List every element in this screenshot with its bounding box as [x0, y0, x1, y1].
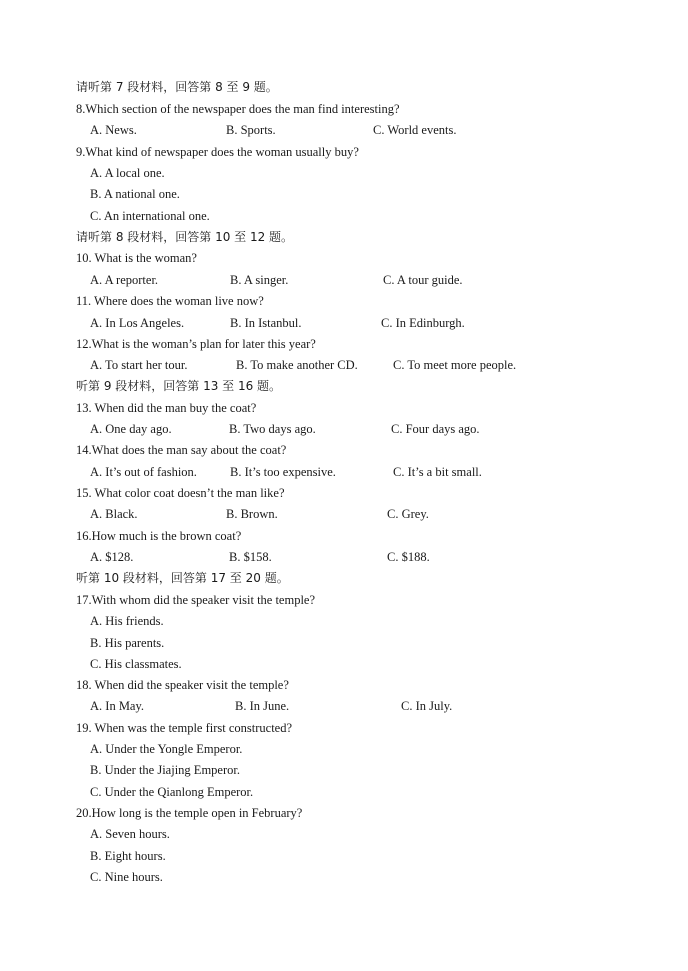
question-text: 10. What is the woman?	[76, 251, 197, 265]
answer-option: B. Under the Jiajing Emperor.	[90, 763, 240, 777]
question-text: 9.What kind of newspaper does the woman usually buy?	[76, 145, 359, 159]
question-text: 20.How long is the temple open in February?	[76, 806, 303, 820]
answer-option: A. In Los Angeles.	[90, 316, 185, 330]
option-row	[0, 697, 688, 715]
question-text: 14.What does the man say about the coat?	[76, 443, 287, 457]
question-text: 16.How much is the brown coat?	[76, 529, 242, 543]
answer-option: C. Under the Qianlong Emperor.	[90, 785, 254, 799]
answer-option: C. In Edinburgh.	[381, 316, 465, 330]
option-row	[0, 463, 688, 481]
answer-option: B. In Istanbul.	[230, 316, 302, 330]
question-text: 17.With whom did the speaker visit the temple?	[76, 593, 316, 607]
option-row	[0, 314, 688, 332]
answer-option: C. In July.	[401, 699, 453, 713]
answer-option: C. Nine hours.	[90, 870, 163, 884]
answer-option: B. Brown.	[226, 507, 278, 521]
answer-option: A. Black.	[90, 507, 138, 521]
answer-option: B. A national one.	[90, 187, 180, 201]
answer-option: A. News.	[90, 123, 137, 137]
answer-option: A. It’s out of fashion.	[90, 465, 197, 479]
answer-option: A. To start her tour.	[90, 358, 188, 372]
answer-option: A. Seven hours.	[90, 827, 170, 841]
answer-option: B. In June.	[235, 699, 290, 713]
answer-option: A. His friends.	[90, 614, 164, 628]
answer-option: B. Eight hours.	[90, 849, 166, 863]
answer-option: C. To meet more people.	[393, 358, 517, 372]
question-text: 18. When did the speaker visit the temple?	[76, 678, 289, 692]
answer-option: B. $158.	[229, 550, 272, 564]
answer-option: C. An international one.	[90, 209, 210, 223]
question-text: 8.Which section of the newspaper does the man find interesting?	[76, 102, 400, 116]
answer-option: A. In May.	[90, 699, 145, 713]
option-row	[0, 121, 688, 139]
answer-option: C. A tour guide.	[383, 273, 463, 287]
option-row	[0, 356, 688, 374]
question-text: 11. Where does the woman live now?	[76, 294, 264, 308]
answer-option: A. One day ago.	[90, 422, 172, 436]
answer-option: C. $188.	[387, 550, 430, 564]
section-heading: 请听第 7 段材料，回答第 8 至 9 题。	[76, 80, 278, 94]
answer-option: B. A singer.	[230, 273, 289, 287]
answer-option: C. His classmates.	[90, 657, 182, 671]
answer-option: C. Grey.	[387, 507, 429, 521]
answer-option: B. It’s too expensive.	[230, 465, 336, 479]
question-text: 15. What color coat doesn’t the man like?	[76, 486, 285, 500]
section-heading: 请听第 8 段材料，回答第 10 至 12 题。	[76, 230, 294, 244]
question-text: 12.What is the woman’s plan for later this year?	[76, 337, 316, 351]
option-row	[0, 420, 688, 438]
section-heading: 听第 10 段材料，回答第 17 至 20 题。	[76, 571, 289, 585]
answer-option: B. Sports.	[226, 123, 276, 137]
answer-option: C. It’s a bit small.	[393, 465, 482, 479]
option-row	[0, 271, 688, 289]
question-text: 19. When was the temple first constructed?	[76, 721, 293, 735]
answer-option: B. His parents.	[90, 636, 165, 650]
section-heading: 听第 9 段材料，回答第 13 至 16 题。	[76, 379, 282, 393]
answer-option: A. Under the Yongle Emperor.	[90, 742, 243, 756]
answer-option: C. World events.	[373, 123, 457, 137]
question-text: 13. When did the man buy the coat?	[76, 401, 257, 415]
option-row	[0, 505, 688, 523]
answer-option: A. $128.	[90, 550, 134, 564]
answer-option: B. Two days ago.	[229, 422, 316, 436]
answer-option: C. Four days ago.	[391, 422, 480, 436]
option-row	[0, 548, 688, 566]
answer-option: A. A local one.	[90, 166, 165, 180]
answer-option: A. A reporter.	[90, 273, 159, 287]
answer-option: B. To make another CD.	[236, 358, 358, 372]
